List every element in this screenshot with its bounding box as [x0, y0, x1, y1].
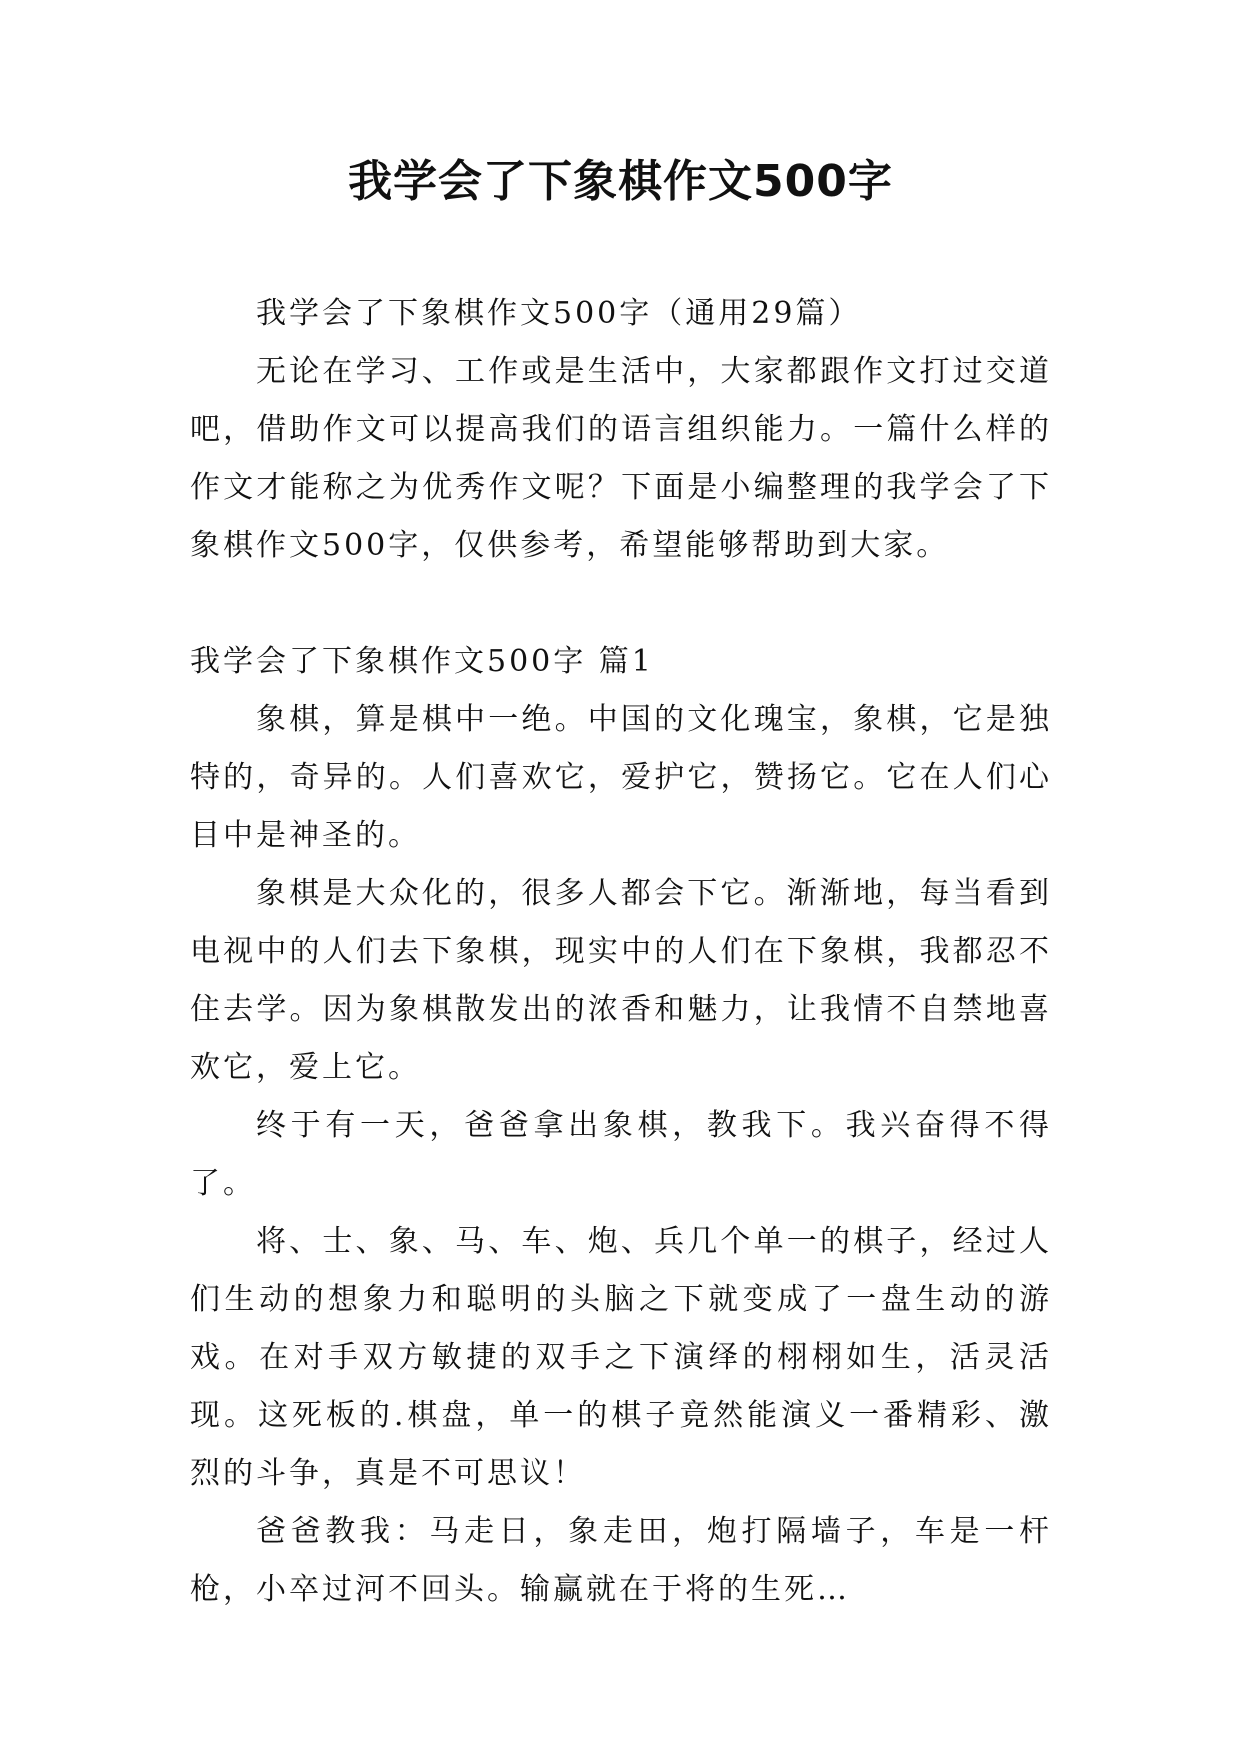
paragraph-intro: 无论在学习、工作或是生活中，大家都跟作文打过交道吧，借助作文可以提高我们的语言组织能力。一篇什么样的作文才能称之为优秀作文呢？下面是小编整理的我学会了下象棋作文500字，仅供参考，希望能够帮助到大家。	[190, 354, 1052, 563]
paragraph: 将、士、象、马、车、炮、兵几个单一的棋子，经过人们生动的想象力和聪明的头脑之下就变成了一盘生动的游戏。在对手双方敏捷的双手之下演绎的栩栩如生，活灵活现。这死板的.棋盘，单一的棋子竟然能演义一番精彩、激烈的斗争，真是不可思议！	[190, 1224, 1052, 1491]
document-body	[190, 285, 1052, 1619]
paragraph-subtitle: 我学会了下象棋作文500字（通用29篇）	[256, 296, 862, 331]
paragraph: 象棋，算是棋中一绝。中国的文化瑰宝，象棋，它是独特的，奇异的。人们喜欢它，爱护它，赞扬它。它在人们心目中是神圣的。	[190, 702, 1052, 853]
paragraph: 爸爸教我：马走日，象走田，炮打隔墙子，车是一杆枪，小卒过河不回头。输赢就在于将的生死…	[190, 1514, 1052, 1607]
section-heading: 我学会了下象棋作文500字 篇1	[190, 644, 654, 679]
paragraph: 终于有一天，爸爸拿出象棋，教我下。我兴奋得不得了。	[190, 1108, 1052, 1201]
paragraph: 象棋是大众化的，很多人都会下它。渐渐地，每当看到电视中的人们去下象棋，现实中的人们在下象棋，我都忍不住去学。因为象棋散发出的浓香和魅力，让我情不自禁地喜欢它，爱上它。	[190, 876, 1052, 1085]
document-title: 我学会了下象棋作文500字	[348, 156, 893, 207]
